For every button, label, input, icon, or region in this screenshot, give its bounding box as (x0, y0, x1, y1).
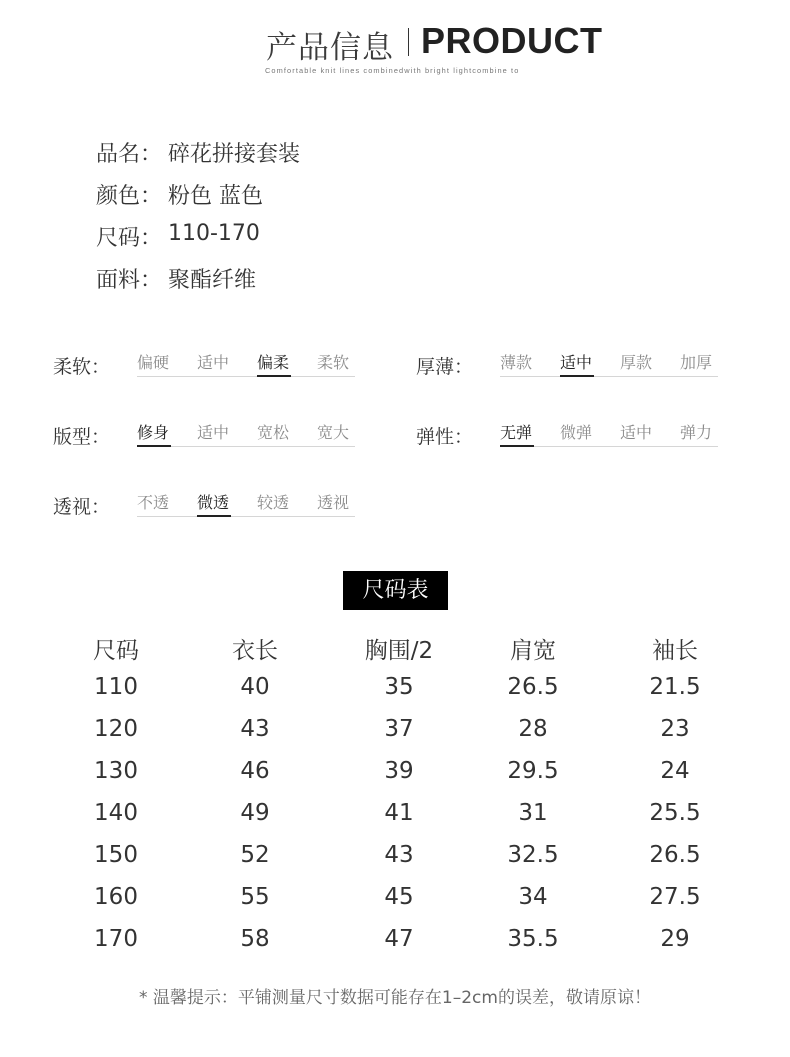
feature-option: 较透 (257, 486, 317, 518)
info-value: 聚酯纤维 (168, 268, 257, 293)
table-cell: 37 (384, 716, 414, 742)
size-table (0, 632, 790, 968)
info-row-color (96, 179, 300, 221)
table-cell: 26.5 (649, 842, 701, 868)
column-header: 胸围/2 (364, 638, 434, 664)
feature-fit (53, 414, 383, 454)
info-value: 粉色 蓝色 (168, 184, 263, 209)
feature-option: 宽松 (257, 416, 317, 448)
table-cell: 31 (518, 800, 548, 826)
table-cell: 27.5 (649, 884, 701, 910)
table-cell: 24 (660, 758, 690, 784)
table-cell: 35.5 (507, 926, 559, 952)
table-cell: 47 (384, 926, 414, 952)
table-cell: 25.5 (649, 800, 701, 826)
title-divider (408, 28, 409, 56)
table-cell: 110 (94, 674, 138, 700)
feature-thickness (416, 344, 746, 384)
feature-option-selected: 适中 (560, 346, 620, 378)
feature-option: 适中 (197, 416, 257, 448)
feature-options (500, 346, 740, 378)
table-cell: 45 (384, 884, 414, 910)
feature-option-selected: 偏柔 (257, 346, 317, 378)
feature-softness (53, 344, 383, 384)
column-header: 肩宽 (510, 638, 556, 664)
table-cell: 21.5 (649, 674, 701, 700)
selected-underline (137, 445, 171, 447)
info-value: 110-170 (168, 221, 260, 246)
table-cell: 170 (94, 926, 138, 952)
feature-option: 偏硬 (137, 346, 197, 378)
table-row (0, 884, 790, 926)
feature-options (500, 416, 740, 448)
table-cell: 52 (240, 842, 270, 868)
selected-underline (257, 375, 291, 377)
table-cell: 23 (660, 716, 690, 742)
table-row (0, 926, 790, 968)
table-cell: 43 (240, 716, 270, 742)
feature-option: 适中 (620, 416, 680, 448)
info-label: 品名： (96, 142, 163, 167)
table-cell: 28 (518, 716, 548, 742)
table-cell: 58 (240, 926, 270, 952)
table-cell: 49 (240, 800, 270, 826)
feature-option-selected: 微透 (197, 486, 257, 518)
feature-options (137, 486, 377, 518)
feature-label: 版型： (53, 426, 111, 448)
product-header (0, 18, 790, 78)
table-row (0, 716, 790, 758)
feature-label: 柔软： (53, 356, 111, 378)
feature-option: 不透 (137, 486, 197, 518)
feature-label: 厚薄： (416, 356, 474, 378)
table-cell: 140 (94, 800, 138, 826)
size-chart-title: 尺码表 (343, 571, 448, 610)
column-header: 衣长 (232, 638, 278, 664)
table-cell: 29 (660, 926, 690, 952)
table-cell: 160 (94, 884, 138, 910)
table-cell: 130 (94, 758, 138, 784)
feature-option: 透视 (317, 486, 377, 518)
feature-option: 宽大 (317, 416, 377, 448)
header-subtitle: Comfortable knit lines combinedwith bright lightcombine to (265, 66, 520, 75)
table-cell: 150 (94, 842, 138, 868)
table-cell: 46 (240, 758, 270, 784)
feature-transparency (53, 484, 383, 524)
column-header: 尺码 (93, 638, 139, 664)
info-label: 尺码： (96, 226, 163, 251)
table-cell: 40 (240, 674, 270, 700)
table-row (0, 842, 790, 884)
table-cell: 41 (384, 800, 414, 826)
feature-options (137, 346, 377, 378)
feature-elasticity (416, 414, 746, 454)
feature-option-selected: 修身 (137, 416, 197, 448)
table-cell: 32.5 (507, 842, 559, 868)
table-cell: 55 (240, 884, 270, 910)
column-header: 袖长 (652, 638, 698, 664)
selected-underline (197, 515, 231, 517)
table-cell: 43 (384, 842, 414, 868)
info-label: 面料： (96, 268, 163, 293)
feature-label: 弹性： (416, 426, 474, 448)
table-cell: 34 (518, 884, 548, 910)
feature-label: 透视： (53, 496, 111, 518)
feature-option-selected: 无弹 (500, 416, 560, 448)
table-cell: 120 (94, 716, 138, 742)
table-cell: 29.5 (507, 758, 559, 784)
table-row (0, 674, 790, 716)
feature-option: 柔软 (317, 346, 377, 378)
feature-option: 微弹 (560, 416, 620, 448)
measurement-note: * 温馨提示：平铺测量尺寸数据可能存在1–2cm的误差，敬请原谅！ (139, 988, 651, 1008)
feature-option: 薄款 (500, 346, 560, 378)
info-row-size (96, 221, 300, 263)
info-label: 颜色： (96, 184, 163, 209)
table-cell: 35 (384, 674, 414, 700)
info-value: 碎花拼接套装 (168, 142, 301, 167)
feature-option: 加厚 (680, 346, 740, 378)
info-row-fabric (96, 263, 300, 305)
title-chinese: 产品信息 (266, 30, 394, 66)
info-row-name (96, 137, 300, 179)
feature-options (137, 416, 377, 448)
feature-option: 弹力 (680, 416, 740, 448)
selected-underline (560, 375, 594, 377)
product-info (96, 137, 300, 305)
feature-option: 适中 (197, 346, 257, 378)
table-row (0, 800, 790, 842)
feature-option: 厚款 (620, 346, 680, 378)
table-cell: 26.5 (507, 674, 559, 700)
table-row (0, 758, 790, 800)
selected-underline (500, 445, 534, 447)
table-cell: 39 (384, 758, 414, 784)
title-english: PRODUCT (421, 20, 603, 61)
table-header-row (0, 632, 790, 674)
